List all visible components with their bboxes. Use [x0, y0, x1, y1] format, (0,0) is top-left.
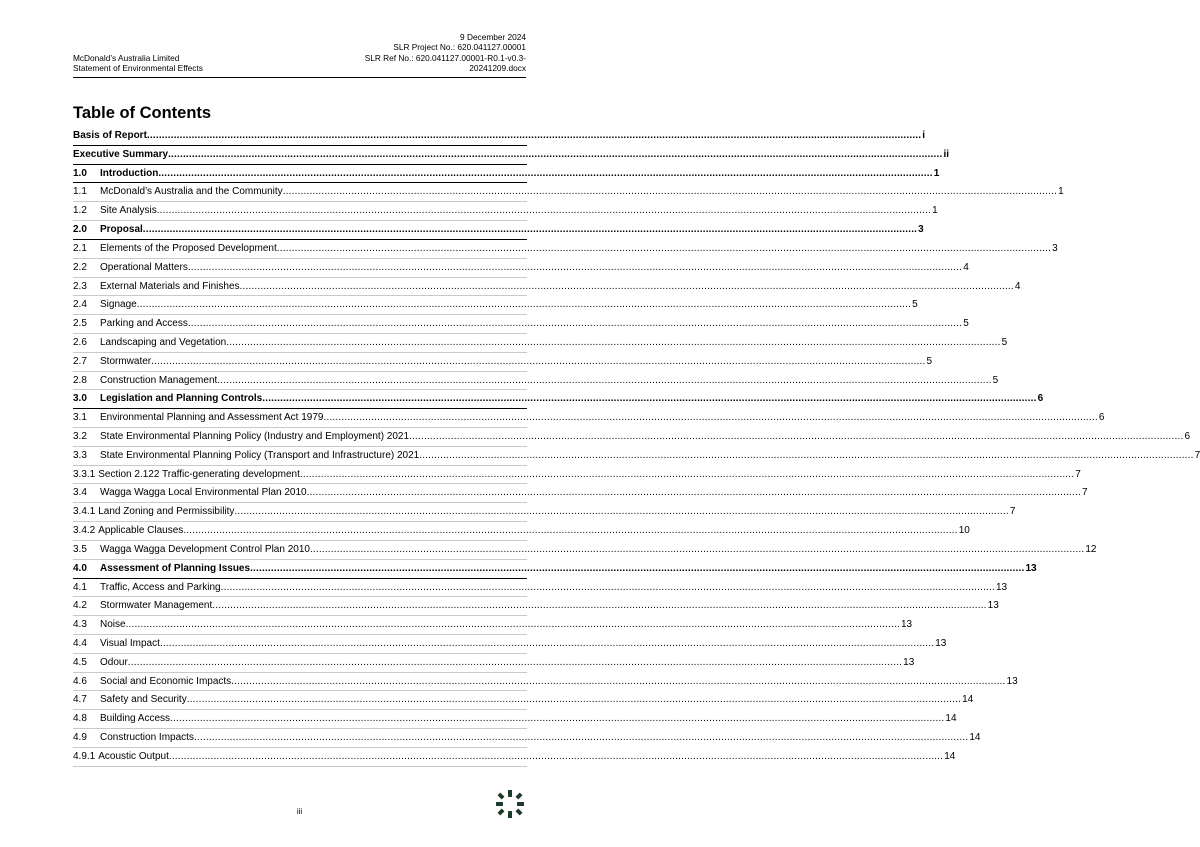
toc-dot-leader: ....................................................................................................................................................................................................................................................................: [276, 242, 1052, 254]
toc-entry-number: 3.4.1: [73, 506, 96, 518]
toc-entry-label: Odour: [100, 656, 128, 668]
toc-entry-page: 6: [1037, 393, 1044, 405]
toc-entry-page: 5: [963, 318, 969, 330]
toc-entry[interactable]: [73, 748, 956, 767]
toc-entry[interactable]: [73, 541, 1097, 560]
toc-entry-number: 4.9: [73, 732, 87, 743]
toc-entry-label: Executive Summary: [73, 148, 169, 160]
toc-dot-leader: ....................................................................................................................................................................................................................................................................: [299, 468, 1075, 480]
toc-entry-page: 6: [1184, 431, 1190, 442]
toc-entry-label: External Materials and Finishes: [100, 280, 240, 292]
toc-entry-label: Building Access: [100, 713, 171, 725]
toc-dot-leader: ....................................................................................................................................................................................................................................................................: [212, 600, 987, 612]
toc-entry-number: 4.9.1: [73, 750, 96, 762]
toc-dot-leader: ....................................................................................................................................................................................................................................................................: [142, 224, 918, 236]
toc-entry[interactable]: [73, 353, 933, 372]
toc-entry-label: Land Zoning and Permissibility: [98, 506, 235, 518]
toc-entry[interactable]: [73, 428, 1190, 447]
toc-entry[interactable]: [73, 390, 1044, 409]
toc-dot-leader: ....................................................................................................................................................................................................................................................................: [217, 374, 992, 386]
toc-entry-label: Section 2.122 Traffic-generating development: [98, 468, 300, 480]
toc-entry-page: 1: [932, 205, 938, 217]
toc-entry-number: 4.1: [73, 581, 87, 593]
toc-entry-number: 4.6: [73, 675, 87, 687]
toc-entry-number: 2.1: [73, 242, 87, 254]
toc-dot-leader: ....................................................................................................................................................................................................................................................................: [127, 656, 903, 668]
reference-number: SLR Ref No.: 620.041127.00001-R0.1-v0.3-: [364, 52, 526, 63]
toc-entry-number: 4.2: [73, 600, 87, 612]
toc-dot-leader: ....................................................................................................................................................................................................................................................................: [159, 637, 935, 649]
toc-entry[interactable]: [73, 710, 957, 729]
toc-entry[interactable]: [73, 616, 913, 635]
toc-entry-page: 5: [992, 374, 999, 386]
toc-dot-leader: ....................................................................................................................................................................................................................................................................: [419, 449, 1194, 461]
reference-number-continued: 20241209.docx: [469, 63, 526, 74]
toc-entry-page: 10: [958, 525, 970, 537]
toc-entry-label: Construction Management: [100, 374, 218, 386]
toc-entry[interactable]: [73, 146, 949, 165]
toc-entry-label: Parking and Access: [100, 318, 188, 330]
toc-entry-number: 3.3: [73, 449, 87, 461]
toc-dot-leader: ....................................................................................................................................................................................................................................................................: [168, 148, 943, 160]
toc-entry-number: 4.0: [73, 562, 87, 574]
document-header-right: [365, 32, 526, 74]
toc-entry-page: 7: [1081, 487, 1088, 499]
toc-entry-page: 5: [912, 299, 918, 311]
toc-entry[interactable]: [73, 560, 1037, 579]
toc-dot-leader: ....................................................................................................................................................................................................................................................................: [136, 299, 912, 311]
toc-entry[interactable]: [73, 127, 926, 146]
toc-dot-leader: ....................................................................................................................................................................................................................................................................: [226, 336, 1001, 348]
toc-entry-label: Signage: [100, 299, 137, 311]
toc-entry-page: 13: [900, 619, 913, 631]
toc-entry-number: 2.6: [73, 336, 87, 348]
toc-entry[interactable]: [73, 654, 915, 673]
toc-entry-label: Environmental Planning and Assessment Act 1979: [100, 412, 324, 424]
toc-entry-number: 2.3: [73, 280, 87, 292]
document-date: 9 December 2024: [460, 32, 526, 42]
toc-dot-leader: ....................................................................................................................................................................................................................................................................: [220, 581, 995, 593]
toc-entry-label: Visual Impact: [100, 637, 160, 649]
toc-entry-label: Stormwater: [100, 355, 152, 367]
toc-entry-page: 14: [944, 750, 956, 762]
toc-entry-page: 5: [1001, 336, 1008, 348]
toc-entry-label: Social and Economic Impacts: [100, 675, 232, 687]
toc-entry-page: 1: [1058, 186, 1064, 198]
toc-entry[interactable]: [73, 409, 1105, 428]
toc-entry-label: Wagga Wagga Development Control Plan 2010: [100, 543, 310, 555]
toc-entry-page: 6: [1098, 412, 1105, 424]
toc-dot-leader: ....................................................................................................................................................................................................................................................................: [186, 694, 962, 706]
toc-entry-number: 2.4: [73, 299, 87, 311]
company-name: McDonald’s Australia Limited: [73, 53, 180, 63]
toc-entry-label: Traffic, Access and Parking: [100, 581, 221, 593]
toc-dot-leader: ....................................................................................................................................................................................................................................................................: [282, 186, 1058, 198]
toc-entry[interactable]: [73, 597, 999, 616]
toc-dot-leader: ....................................................................................................................................................................................................................................................................: [187, 261, 963, 273]
toc-entry-page: 13: [987, 600, 999, 612]
toc-entry-label: Assessment of Planning Issues: [100, 562, 251, 574]
toc-entry-page: 7: [1075, 468, 1081, 480]
toc-entry-number: 4.8: [73, 713, 87, 725]
project-number: SLR Project No.: 620.041127.00001: [393, 42, 526, 53]
toc-entry[interactable]: [73, 466, 1081, 485]
toc-entry[interactable]: [73, 484, 1088, 503]
toc-entry-number: 1.2: [73, 205, 87, 217]
toc-entry-number: 2.5: [73, 318, 87, 330]
toc-entry[interactable]: [73, 503, 1016, 522]
toc-entry-number: 3.5: [73, 543, 87, 555]
toc-entry-label: Acoustic Output: [98, 750, 169, 762]
toc-entry-label: Wagga Wagga Local Environmental Plan 2010: [100, 487, 307, 499]
toc-dot-leader: ....................................................................................................................................................................................................................................................................: [409, 431, 1184, 442]
toc-entry[interactable]: [73, 691, 974, 710]
toc-entry-number: 3.2: [73, 431, 87, 442]
toc-entry-page: i: [922, 130, 926, 141]
toc-entry-page: 13: [996, 581, 1008, 593]
toc-dot-leader: ....................................................................................................................................................................................................................................................................: [234, 506, 1009, 518]
toc-entry-number: 4.4: [73, 637, 87, 649]
toc-dot-leader: ....................................................................................................................................................................................................................................................................: [309, 543, 1085, 555]
toc-entry-label: Basis of Report: [73, 130, 147, 141]
toc-entry[interactable]: [73, 372, 999, 391]
toc-dot-leader: ....................................................................................................................................................................................................................................................................: [168, 750, 944, 762]
page-number: iii: [296, 807, 303, 816]
toc-entry[interactable]: [73, 579, 1008, 598]
toc-dot-leader: ....................................................................................................................................................................................................................................................................: [183, 525, 958, 537]
toc-dot-leader: ....................................................................................................................................................................................................................................................................: [262, 393, 1037, 405]
toc-entry-label: Noise: [100, 619, 126, 631]
toc-entry-label: Construction Impacts: [100, 732, 194, 743]
toc-entry-label: State Environmental Planning Policy (Transport and Infrastructure) 2021: [100, 449, 420, 461]
toc-entry-label: Proposal: [100, 224, 143, 236]
toc-dot-leader: ....................................................................................................................................................................................................................................................................: [146, 130, 922, 141]
toc-entry-label: Safety and Security: [100, 694, 187, 706]
toc-entry-label: Stormwater Management: [100, 600, 213, 612]
toc-entry-page: 4: [1014, 280, 1021, 292]
toc-dot-leader: ....................................................................................................................................................................................................................................................................: [187, 318, 963, 330]
toc-title: Table of Contents: [73, 104, 212, 122]
toc-entry-label: Operational Matters: [100, 261, 188, 273]
toc-entry[interactable]: [73, 278, 1021, 297]
table-of-contents: [73, 127, 1200, 767]
toc-dot-leader: ....................................................................................................................................................................................................................................................................: [170, 713, 945, 725]
toc-entry-label: Site Analysis: [100, 205, 157, 217]
toc-entry-page: 13: [935, 637, 947, 649]
document-header-left: [73, 53, 203, 74]
toc-entry-page: 14: [969, 732, 981, 743]
toc-entry-number: 3.4: [73, 487, 87, 499]
toc-entry-page: 14: [945, 713, 957, 725]
toc-entry-label: Elements of the Proposed Development: [100, 242, 277, 254]
header-divider: [73, 77, 526, 78]
toc-entry-label: Legislation and Planning Controls: [100, 393, 263, 405]
toc-entry-number: 2.8: [73, 374, 87, 386]
toc-entry[interactable]: [73, 296, 918, 315]
toc-dot-leader: ....................................................................................................................................................................................................................................................................: [239, 280, 1014, 292]
document-title: Statement of Environmental Effects: [73, 63, 203, 74]
toc-entry[interactable]: [73, 315, 969, 334]
toc-entry-number: 3.1: [73, 412, 87, 424]
toc-entry-page: 3: [918, 224, 924, 236]
toc-entry-page: ii: [943, 148, 949, 160]
toc-entry-page: 7: [1194, 449, 1200, 461]
toc-entry-number: 4.3: [73, 619, 87, 631]
toc-dot-leader: ....................................................................................................................................................................................................................................................................: [231, 675, 1006, 687]
toc-entry-label: Introduction: [100, 167, 159, 179]
toc-entry-page: 13: [1006, 675, 1018, 687]
toc-entry-page: 4: [963, 261, 969, 273]
toc-entry[interactable]: [73, 729, 981, 748]
toc-dot-leader: ....................................................................................................................................................................................................................................................................: [306, 487, 1081, 499]
toc-entry-page: 14: [962, 694, 974, 706]
toc-dot-leader: ....................................................................................................................................................................................................................................................................: [250, 562, 1025, 574]
toc-entry-label: Applicable Clauses: [98, 525, 184, 537]
toc-dot-leader: ....................................................................................................................................................................................................................................................................: [158, 167, 933, 179]
slr-logo-icon: [495, 789, 525, 819]
toc-dot-leader: ....................................................................................................................................................................................................................................................................: [323, 412, 1098, 424]
toc-entry[interactable]: [73, 447, 1200, 466]
toc-entry[interactable]: [73, 673, 1018, 692]
toc-entry-page: 3: [1052, 242, 1058, 254]
toc-entry[interactable]: [73, 221, 924, 240]
toc-entry-page: 1: [933, 167, 940, 179]
toc-dot-leader: ....................................................................................................................................................................................................................................................................: [193, 732, 969, 743]
toc-entry-page: 12: [1085, 543, 1097, 555]
toc-dot-leader: ....................................................................................................................................................................................................................................................................: [125, 619, 900, 631]
toc-entry-number: 2.7: [73, 355, 87, 367]
toc-entry-label: State Environmental Planning Policy (Industry and Employment) 2021: [100, 431, 410, 442]
toc-entry-label: Landscaping and Vegetation: [100, 336, 227, 348]
toc-entry-number: 3.4.2: [73, 525, 96, 537]
toc-entry[interactable]: [73, 522, 970, 541]
toc-entry-page: 7: [1009, 506, 1016, 518]
toc-entry-number: 3.3.1: [73, 468, 96, 480]
toc-entry-number: 4.7: [73, 694, 87, 706]
toc-entry-number: 2.2: [73, 261, 87, 273]
toc-entry[interactable]: [73, 334, 1008, 353]
toc-entry-number: 1.0: [73, 167, 87, 179]
toc-entry-page: 13: [1025, 562, 1037, 574]
toc-entry-label: McDonald’s Australia and the Community: [100, 186, 283, 198]
toc-entry-number: 3.0: [73, 393, 87, 405]
toc-entry[interactable]: [73, 635, 947, 654]
toc-dot-leader: ....................................................................................................................................................................................................................................................................: [151, 355, 926, 367]
toc-entry[interactable]: [73, 240, 1058, 259]
toc-entry[interactable]: [73, 183, 1064, 202]
toc-entry-number: 4.5: [73, 656, 87, 668]
toc-entry-page: 5: [926, 355, 933, 367]
toc-entry-number: 1.1: [73, 186, 87, 198]
toc-entry[interactable]: [73, 202, 938, 221]
toc-dot-leader: ....................................................................................................................................................................................................................................................................: [156, 205, 932, 217]
toc-entry[interactable]: [73, 259, 969, 278]
toc-entry[interactable]: [73, 165, 940, 184]
toc-entry-number: 2.0: [73, 224, 87, 236]
toc-entry-page: 13: [903, 656, 915, 668]
